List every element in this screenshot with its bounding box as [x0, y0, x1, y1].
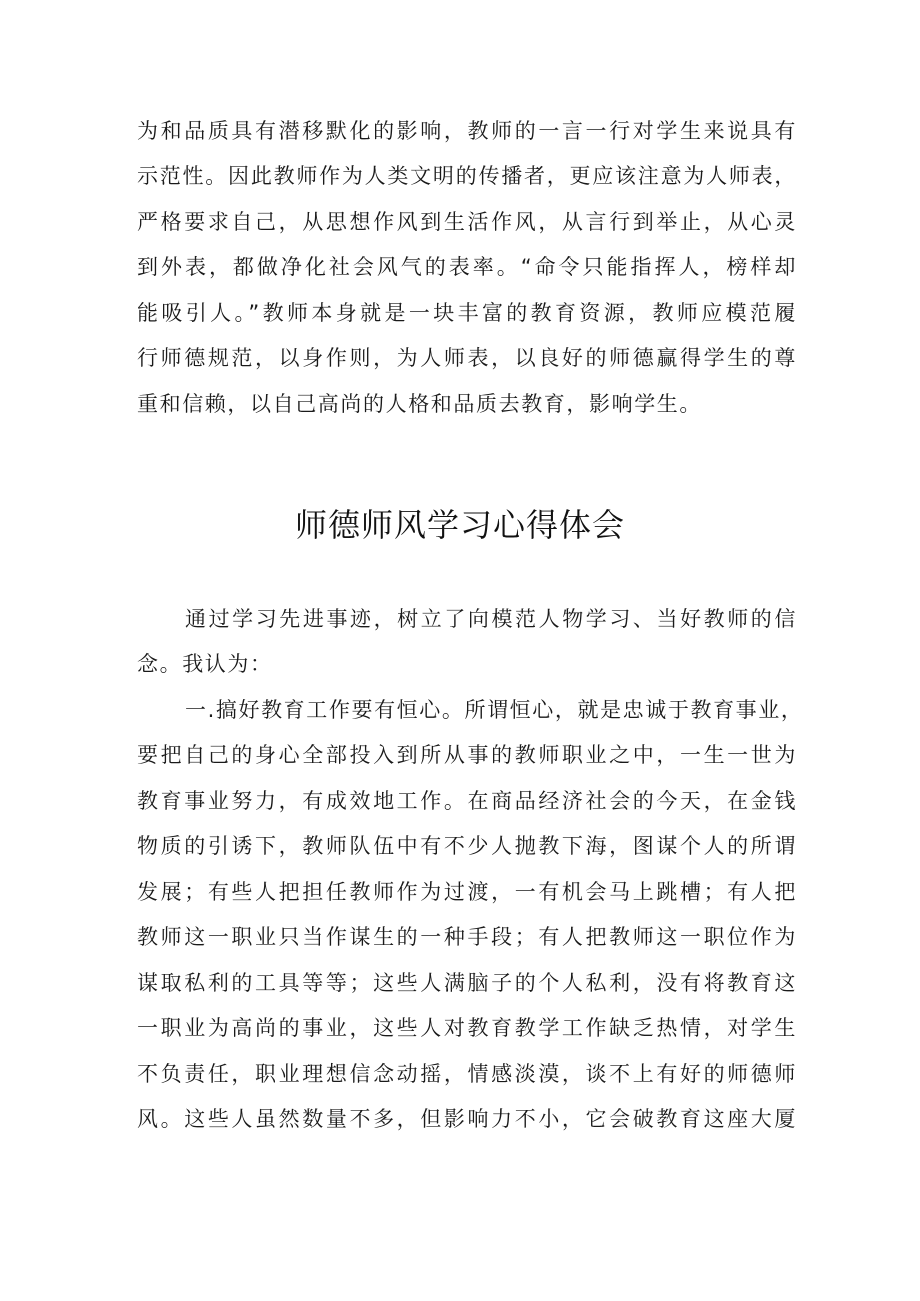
text-line: 发展；有些人把担任教师作为过渡，一有机会马上跳槽；有人把: [137, 880, 797, 904]
text-line: 一职业为高尚的事业，这些人对教育教学工作缺乏热情，对学生: [137, 1016, 797, 1040]
text-line: 要把自己的身心全部投入到所从事的教师职业之中，一生一世为: [137, 743, 797, 767]
text-line: 谋取私利的工具等等；这些人满脑子的个人私利，没有将教育这: [137, 971, 797, 995]
text-line: 到外表，都做净化社会风气的表率。“命令只能指挥人，榜样却: [137, 255, 797, 279]
text-line: 能吸引人。”教师本身就是一块丰富的教育资源，教师应模范履: [137, 301, 797, 325]
text-line: 为和品质具有潜移默化的影响，教师的一言一行对学生来说具有: [137, 119, 797, 143]
text-line: 行师德规范，以身作则，为人师表，以良好的师德赢得学生的尊: [137, 346, 797, 370]
text-line: 严格要求自己，从思想作风到生活作风，从言行到举止，从心灵: [137, 210, 797, 234]
text-line: 一.搞好教育工作要有恒心。所谓恒心，就是忠诚于教育事业，: [185, 698, 804, 722]
text-line: 示范性。因此教师作为人类文明的传播者，更应该注意为人师表，: [137, 164, 797, 188]
text-line: 念。我认为：: [137, 652, 273, 676]
text-line: 教育事业努力，有成效地工作。在商品经济社会的今天，在金钱: [137, 789, 797, 813]
text-line: 重和信赖，以自己高尚的人格和品质去教育，影响学生。: [137, 392, 702, 416]
text-line: 风。这些人虽然数量不多，但影响力不小，它会破教育这座大厦: [137, 1107, 797, 1131]
text-line: 教师这一职业只当作谋生的一种手段；有人把教师这一职位作为: [137, 925, 797, 949]
text-line: 不负责任，职业理想信念动摇，情感淡漠，谈不上有好的师德师: [137, 1062, 797, 1086]
text-line: 通过学习先进事迹，树立了向模范人物学习、当好教师的信: [185, 607, 797, 631]
text-line: 物质的引诱下，教师队伍中有不少人抛教下海，图谋个人的所谓: [137, 834, 797, 858]
document-title: 师德师风学习心得体会: [294, 506, 625, 544]
